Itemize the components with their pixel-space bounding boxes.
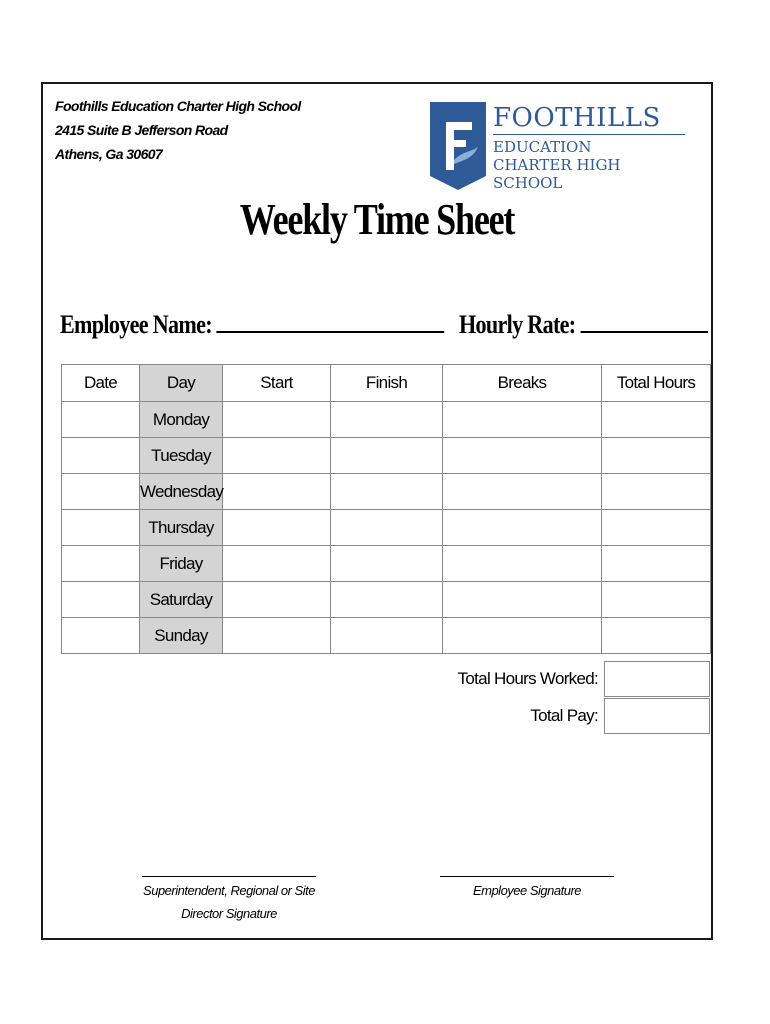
total-hours-cell[interactable] bbox=[602, 438, 711, 474]
breaks-cell[interactable] bbox=[443, 546, 602, 582]
header-finish: Finish bbox=[331, 365, 443, 402]
total-hours-cell[interactable] bbox=[602, 582, 711, 618]
employee-name-label: Employee Name: bbox=[60, 310, 212, 339]
start-cell[interactable] bbox=[223, 510, 331, 546]
employee-signature[interactable] bbox=[439, 876, 615, 902]
logo-line-3: CHARTER HIGH SCHOOL bbox=[493, 156, 621, 192]
start-cell[interactable] bbox=[223, 474, 331, 510]
finish-cell[interactable] bbox=[331, 438, 443, 474]
time-sheet-page bbox=[41, 82, 713, 940]
breaks-cell[interactable] bbox=[443, 474, 602, 510]
start-cell[interactable] bbox=[223, 438, 331, 474]
school-name: Foothills Education Charter High School bbox=[55, 98, 301, 114]
table-row bbox=[62, 582, 711, 618]
day-cell: Tuesday bbox=[140, 438, 223, 474]
table-row bbox=[62, 618, 711, 654]
start-cell[interactable] bbox=[223, 618, 331, 654]
employee-signature-label: Employee Signature bbox=[472, 883, 582, 898]
breaks-cell[interactable] bbox=[443, 582, 602, 618]
total-hours-cell[interactable] bbox=[602, 510, 711, 546]
finish-cell[interactable] bbox=[331, 618, 443, 654]
total-hours-cell[interactable] bbox=[602, 618, 711, 654]
start-cell[interactable] bbox=[223, 402, 331, 438]
logo-shield-icon bbox=[430, 102, 486, 192]
employee-name-field[interactable] bbox=[60, 310, 445, 340]
finish-cell[interactable] bbox=[331, 546, 443, 582]
total-hours-worked-label: Total Hours Worked: bbox=[457, 668, 598, 688]
logo-wordmark bbox=[493, 102, 690, 192]
table-row bbox=[62, 546, 711, 582]
start-cell[interactable] bbox=[223, 546, 331, 582]
hourly-rate-blank[interactable] bbox=[580, 313, 708, 333]
logo-line-2: EDUCATION bbox=[493, 138, 592, 156]
street-address: 2415 Suite B Jefferson Road bbox=[55, 122, 228, 138]
page-title: Weekly Time Sheet bbox=[239, 195, 515, 244]
day-cell: Sunday bbox=[140, 618, 223, 654]
day-cell: Friday bbox=[140, 546, 223, 582]
total-pay-row bbox=[530, 697, 710, 734]
date-cell[interactable] bbox=[62, 618, 140, 654]
total-hours-worked-box[interactable] bbox=[604, 661, 710, 697]
supervisor-signature-label-1: Superintendent, Regional or Site bbox=[143, 883, 315, 898]
time-sheet-table bbox=[61, 364, 711, 654]
table-header-row bbox=[62, 365, 711, 402]
date-cell[interactable] bbox=[62, 510, 140, 546]
finish-cell[interactable] bbox=[331, 510, 443, 546]
header-breaks: Breaks bbox=[443, 365, 602, 402]
header-date: Date bbox=[62, 365, 140, 402]
day-cell: Wednesday bbox=[140, 474, 223, 510]
finish-cell[interactable] bbox=[331, 402, 443, 438]
breaks-cell[interactable] bbox=[443, 618, 602, 654]
start-cell[interactable] bbox=[223, 582, 331, 618]
hourly-rate-label: Hourly Rate: bbox=[459, 310, 576, 339]
date-cell[interactable] bbox=[62, 582, 140, 618]
date-cell[interactable] bbox=[62, 546, 140, 582]
supervisor-signature-line[interactable] bbox=[142, 876, 316, 877]
total-pay-label: Total Pay: bbox=[530, 705, 598, 725]
breaks-cell[interactable] bbox=[443, 438, 602, 474]
hourly-rate-field[interactable] bbox=[459, 310, 708, 340]
header-total-hours: Total Hours bbox=[602, 365, 711, 402]
table-row bbox=[62, 510, 711, 546]
total-pay-box[interactable] bbox=[604, 698, 710, 734]
total-hours-cell[interactable] bbox=[602, 402, 711, 438]
total-hours-cell[interactable] bbox=[602, 474, 711, 510]
day-cell: Monday bbox=[140, 402, 223, 438]
date-cell[interactable] bbox=[62, 402, 140, 438]
table-row bbox=[62, 402, 711, 438]
finish-cell[interactable] bbox=[331, 582, 443, 618]
finish-cell[interactable] bbox=[331, 474, 443, 510]
city-state-zip: Athens, Ga 30607 bbox=[55, 146, 163, 162]
school-logo bbox=[430, 102, 690, 192]
supervisor-signature[interactable] bbox=[139, 876, 319, 925]
date-cell[interactable] bbox=[62, 438, 140, 474]
logo-line-1: FOOTHILLS bbox=[493, 103, 661, 133]
breaks-cell[interactable] bbox=[443, 510, 602, 546]
day-cell: Thursday bbox=[140, 510, 223, 546]
employee-signature-line[interactable] bbox=[440, 876, 614, 877]
supervisor-signature-label-2: Director Signature bbox=[181, 906, 277, 921]
table-row bbox=[62, 474, 711, 510]
employee-name-blank[interactable] bbox=[217, 313, 445, 333]
school-address bbox=[55, 94, 301, 166]
total-hours-cell[interactable] bbox=[602, 546, 711, 582]
header-day: Day bbox=[140, 365, 223, 402]
logo-divider bbox=[493, 134, 685, 135]
day-cell: Saturday bbox=[140, 582, 223, 618]
date-cell[interactable] bbox=[62, 474, 140, 510]
breaks-cell[interactable] bbox=[443, 402, 602, 438]
total-hours-worked-row bbox=[458, 660, 710, 697]
header-start: Start bbox=[223, 365, 331, 402]
table-row bbox=[62, 438, 711, 474]
